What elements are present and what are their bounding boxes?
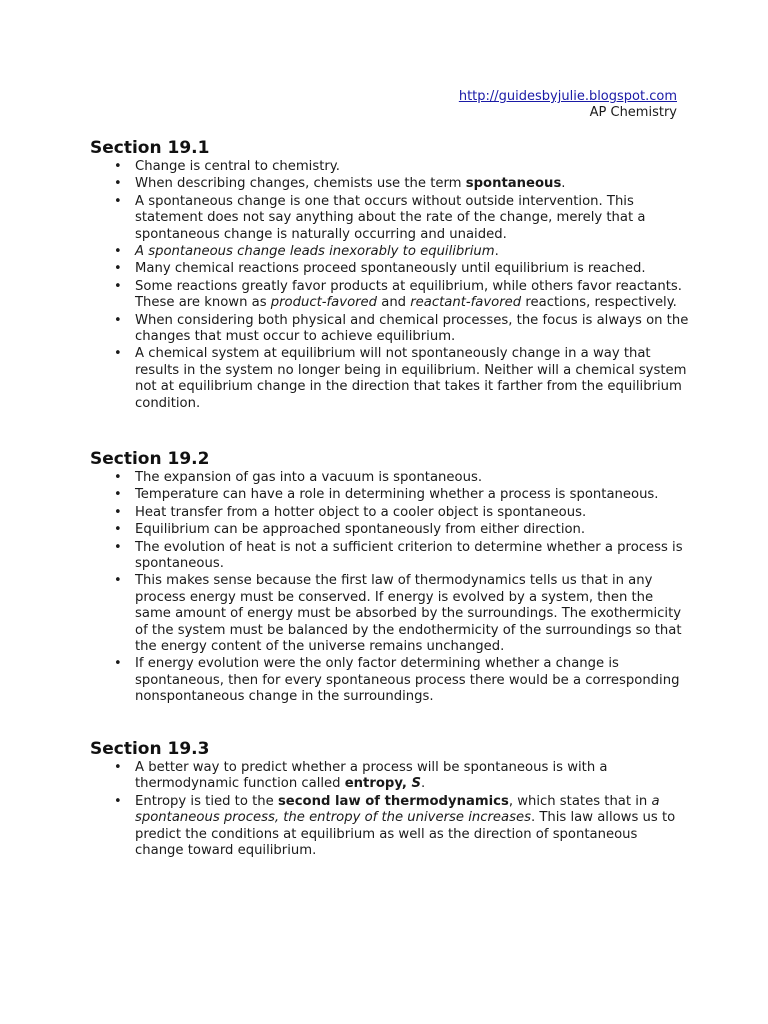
- course-label: AP Chemistry: [589, 105, 677, 120]
- text-run: Many chemical reactions proceed spontaneously until equilibrium is reached.: [135, 261, 646, 277]
- text-run: Equilibrium can be approached spontaneously from either direction.: [135, 522, 586, 538]
- bullet-icon: •: [114, 760, 122, 775]
- text-run: This makes sense because the first law of thermodynamics tells us that in any process energy must be conserved. If energy is evolved by a system, then the same amount of energy must be absorbed by the surroundings. The exothermicity of the system must be balanced by the endothermicity of the surroundings so that the energy content of the universe remains unchanged.: [135, 573, 682, 655]
- bullet-icon: •: [114, 193, 122, 209]
- list-item: [90, 573, 690, 655]
- text-run: .: [421, 776, 426, 792]
- bullet-icon: •: [114, 539, 122, 555]
- bullet-icon: •: [114, 656, 122, 672]
- list-item: [90, 194, 690, 243]
- text-run: .: [561, 176, 566, 192]
- text-run: Change is central to chemistry.: [135, 159, 340, 174]
- list-item: [90, 176, 690, 192]
- section-title: Section 19.2: [90, 449, 210, 469]
- list-item: [90, 244, 690, 260]
- bullet-list: [90, 159, 690, 412]
- text-run: .: [494, 244, 499, 260]
- text-run: S: [411, 776, 422, 792]
- list-item: [90, 794, 690, 860]
- text-run: The evolution of heat is not a sufficient criterion to determine whether a process is spontaneous.: [135, 539, 683, 572]
- list-item: [90, 313, 690, 346]
- text-run: reactions, respectively.: [521, 295, 677, 311]
- section-title: Section 19.1: [90, 138, 210, 158]
- list-item: [90, 346, 690, 412]
- bullet-icon: •: [114, 312, 122, 328]
- text-run: a spontaneous process, the entropy of the universe increases: [135, 793, 660, 826]
- bullet-icon: •: [114, 504, 122, 520]
- section-19-2: [90, 449, 690, 707]
- bullet-icon: •: [114, 522, 122, 538]
- bullet-icon: •: [114, 176, 122, 192]
- section-title: Section 19.3: [90, 739, 210, 759]
- bullet-icon: •: [114, 244, 122, 260]
- text-run: entropy,: [344, 776, 412, 792]
- list-item: [90, 159, 690, 175]
- text-run: and: [377, 295, 411, 311]
- document-header: [459, 89, 677, 121]
- text-run: A chemical system at equilibrium will not spontaneously change in a way that results in the system no longer being in equilibrium. Neither will a chemical system not at equilibrium change in the direction that takes it farther from the equilibrium condition.: [135, 346, 687, 411]
- bullet-icon: •: [114, 573, 122, 589]
- list-item: [90, 279, 690, 312]
- list-item: [90, 522, 690, 538]
- bullet-icon: •: [114, 470, 122, 485]
- section-19-3: [90, 739, 690, 860]
- section-19-1: [90, 138, 690, 413]
- bullet-icon: •: [114, 793, 122, 809]
- text-run: . This law allows us to predict the conditions at equilibrium as well as the direction of spontaneous change toward equilibrium.: [135, 810, 676, 859]
- bullet-icon: •: [114, 487, 122, 503]
- text-run: second law of thermodynamics: [277, 793, 509, 809]
- text-run: spontaneous: [465, 176, 562, 192]
- text-run: A spontaneous change is one that occurs without outside intervention. This statement does not say anything about the rate of the change, merely that a spontaneous change is naturally occurring and unaided.: [135, 193, 646, 242]
- list-item: [90, 505, 690, 521]
- text-run: When describing changes, chemists use the term: [135, 176, 466, 192]
- text-run: Some reactions greatly favor products at equilibrium, while others favor reactants. These are known as: [135, 278, 682, 311]
- list-item: [90, 656, 690, 705]
- text-run: , which states that in: [508, 793, 652, 809]
- text-run: A better way to predict whether a process will be spontaneous is with a thermodynamic function called: [135, 760, 608, 792]
- list-item: [90, 760, 690, 793]
- bullet-icon: •: [114, 159, 122, 174]
- text-run: Temperature can have a role in determining whether a process is spontaneous.: [135, 487, 659, 503]
- blog-link[interactable]: http://guidesbyjulie.blogspot.com: [458, 89, 677, 104]
- list-item: [90, 540, 690, 573]
- bullet-icon: •: [114, 278, 122, 294]
- text-run: Entropy is tied to the: [135, 793, 278, 809]
- text-run: product-favored: [270, 295, 378, 311]
- text-run: Heat transfer from a hotter object to a cooler object is spontaneous.: [135, 504, 587, 520]
- text-run: When considering both physical and chemical processes, the focus is always on the changes that must occur to achieve equilibrium.: [135, 312, 689, 345]
- bullet-list: [90, 760, 690, 859]
- text-run: A spontaneous change leads inexorably to equilibrium: [135, 244, 495, 260]
- bullet-list: [90, 470, 690, 706]
- bullet-icon: •: [114, 261, 122, 277]
- text-run: The expansion of gas into a vacuum is spontaneous.: [135, 470, 483, 485]
- list-item: [90, 487, 690, 503]
- list-item: [90, 470, 690, 486]
- text-run: If energy evolution were the only factor determining whether a change is spontaneous, then for every spontaneous process there would be a corresponding nonspontaneous change in the surroundings.: [135, 656, 680, 705]
- text-run: reactant-favored: [410, 295, 522, 311]
- list-item: [90, 261, 690, 277]
- bullet-icon: •: [114, 346, 122, 362]
